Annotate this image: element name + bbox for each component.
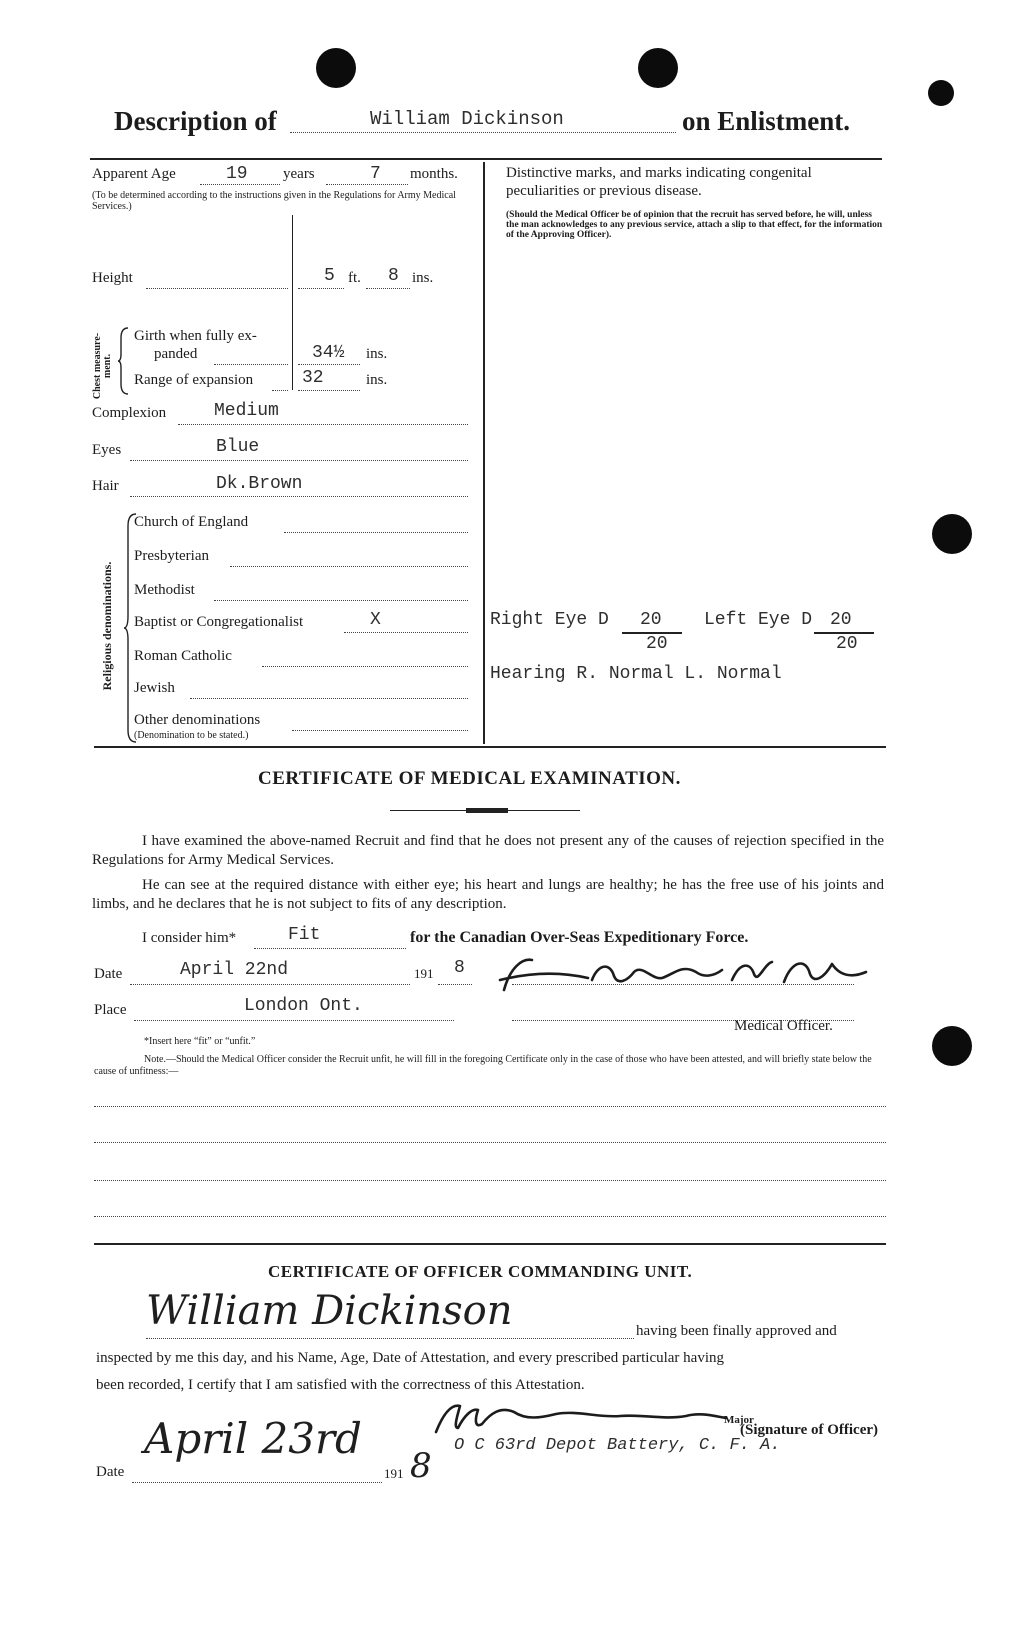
title-underline-thick bbox=[466, 808, 508, 813]
punch-hole bbox=[928, 80, 954, 106]
recruit-name: William Dickinson bbox=[370, 108, 564, 130]
eyes-line bbox=[130, 460, 468, 461]
right-eye-den: 20 bbox=[646, 634, 668, 654]
medical-date-label: Date bbox=[94, 966, 123, 982]
punch-hole bbox=[932, 1026, 972, 1066]
girth-value-line bbox=[298, 364, 360, 365]
unfitness-line bbox=[94, 1142, 886, 1143]
range-ins-label: ins. bbox=[366, 372, 388, 388]
section-rule bbox=[94, 1243, 886, 1245]
left-eye-den: 20 bbox=[836, 634, 858, 654]
height-line bbox=[146, 288, 288, 289]
unfitness-line bbox=[94, 1106, 886, 1107]
chest-bracket bbox=[118, 326, 130, 396]
religion-line bbox=[292, 730, 468, 731]
commanding-text-1: having been finally approved and bbox=[636, 1323, 837, 1339]
major-label: Major bbox=[724, 1414, 754, 1426]
unfit-note: Note.—Should the Medical Officer consider the Recruit unfit, he will fill in the foregoing Certificate only in the case of those who have been attested, and will briefly state below the cause of unfitness:— bbox=[94, 1054, 872, 1077]
medical-signature-line bbox=[512, 984, 854, 985]
religion-jewish: Jewish bbox=[134, 680, 175, 696]
unfitness-line bbox=[94, 1180, 886, 1181]
commanding-text-3: been recorded, I certify that I am satisfied with the correctness of this Attestation. bbox=[96, 1377, 585, 1393]
punch-hole bbox=[638, 48, 678, 88]
age-months-line bbox=[326, 184, 408, 185]
range-value-line bbox=[298, 390, 360, 391]
header-name-line bbox=[290, 132, 676, 133]
range-value: 32 bbox=[302, 368, 324, 388]
girth-label-2: panded bbox=[154, 346, 198, 362]
religion-roman-catholic: Roman Catholic bbox=[134, 648, 232, 664]
measurement-divider bbox=[292, 215, 293, 390]
marks-title: Distinctive marks, and marks indicating congenital peculiarities or previous disease. bbox=[506, 165, 812, 199]
hair-line bbox=[130, 496, 468, 497]
consider-label: I consider him* bbox=[142, 930, 237, 946]
eyes-value: Blue bbox=[216, 437, 260, 457]
punch-hole bbox=[316, 48, 356, 88]
complexion-label: Complexion bbox=[92, 405, 167, 421]
medical-year-prefix: 191 bbox=[414, 966, 434, 981]
medical-year-line bbox=[438, 984, 472, 985]
ft-label: ft. bbox=[348, 270, 361, 286]
right-eye-label: Right Eye D bbox=[490, 610, 609, 630]
commanding-year-digit: 8 bbox=[410, 1446, 432, 1486]
age-label: Apparent Age bbox=[92, 166, 176, 182]
age-years-line bbox=[200, 184, 280, 185]
years-text: years bbox=[283, 166, 315, 182]
insert-note: *Insert here “fit” or “unfit.” bbox=[144, 1036, 256, 1047]
height-label: Height bbox=[92, 270, 133, 286]
months-label: months. bbox=[410, 166, 458, 182]
header-suffix: on Enlistment. bbox=[682, 106, 851, 136]
commanding-date-line bbox=[132, 1482, 382, 1483]
religion-baptist: Baptist or Congregationalist bbox=[134, 614, 304, 630]
girth-value: 34½ bbox=[312, 343, 345, 363]
recruit-signature: William Dickinson bbox=[146, 1288, 513, 1334]
fitness-line bbox=[254, 948, 406, 949]
place-line bbox=[134, 1020, 454, 1021]
officer-signature-label: (Signature of Officer) bbox=[740, 1422, 879, 1438]
left-eye-num: 20 bbox=[830, 610, 852, 630]
eyes-label: Eyes bbox=[92, 442, 122, 458]
officer-signature bbox=[430, 1398, 730, 1438]
right-eye-num: 20 bbox=[640, 610, 662, 630]
complexion-value: Medium bbox=[214, 401, 279, 421]
girth-label-1: Girth when fully ex- bbox=[134, 328, 257, 344]
medical-para-1: I have examined the above-named Recruit and find that he does not present any of the causes of rejection specified in the Regulations for Army Medical Services. bbox=[92, 833, 884, 868]
officer-unit: O C 63rd Depot Battery, C. F. A. bbox=[454, 1436, 781, 1455]
religion-baptist-mark: X bbox=[370, 610, 381, 630]
medical-officer-signature bbox=[492, 950, 872, 1000]
medical-year-digit: 8 bbox=[454, 958, 465, 978]
religion-line bbox=[262, 666, 468, 667]
height-ft: 5 bbox=[324, 266, 335, 286]
medical-date-value: April 22nd bbox=[180, 960, 289, 980]
unfitness-line bbox=[94, 1216, 886, 1217]
recruit-signature-line bbox=[146, 1338, 634, 1339]
hair-value: Dk.Brown bbox=[216, 474, 303, 494]
height-in: 8 bbox=[388, 266, 399, 286]
hair-label: Hair bbox=[92, 478, 119, 494]
range-label: Range of expansion bbox=[134, 372, 254, 388]
marks-note: (Should the Medical Officer be of opinion that the recruit has served before, he will, unless the man acknowledges to any previous service, attach a slip to that effect, for the information of the Approving Officer). bbox=[506, 210, 883, 240]
religion-presbyterian: Presbyterian bbox=[134, 548, 209, 564]
religion-line bbox=[284, 532, 468, 533]
section-rule bbox=[94, 746, 886, 748]
commanding-date-value: April 23rd bbox=[144, 1414, 362, 1463]
religion-vertical-label: Religious denominations. bbox=[100, 561, 114, 691]
range-line bbox=[272, 390, 288, 391]
header-prefix: Description of bbox=[114, 106, 277, 136]
medical-date-line bbox=[130, 984, 410, 985]
denomination-note: (Denomination to be stated.) bbox=[134, 730, 249, 741]
complexion-line bbox=[178, 424, 468, 425]
religion-line bbox=[190, 698, 468, 699]
religion-other: Other denominations bbox=[134, 712, 261, 728]
ins-label: ins. bbox=[412, 270, 434, 286]
height-ft-line bbox=[298, 288, 344, 289]
commanding-date-label: Date bbox=[96, 1464, 125, 1480]
commanding-text-2: inspected by me this day, and his Name, Age, Date of Attestation, and every prescribed particular having bbox=[96, 1350, 725, 1366]
punch-hole bbox=[932, 514, 972, 554]
fitness-value: Fit bbox=[288, 925, 321, 945]
religion-line bbox=[344, 632, 468, 633]
force-label: for the Canadian Over-Seas Expeditionary Force. bbox=[410, 929, 749, 946]
chest-vertical-label: Chest measure-ment. bbox=[92, 332, 113, 400]
religion-line bbox=[214, 600, 468, 601]
commanding-certificate-title: CERTIFICATE OF OFFICER COMMANDING UNIT. bbox=[268, 1262, 693, 1281]
place-label: Place bbox=[94, 1002, 127, 1018]
age-months: 7 bbox=[370, 164, 381, 184]
religion-church-of-england: Church of England bbox=[134, 514, 249, 530]
religion-methodist: Methodist bbox=[134, 582, 195, 598]
commanding-year-prefix: 191 bbox=[384, 1466, 404, 1481]
medical-certificate-title: CERTIFICATE OF MEDICAL EXAMINATION. bbox=[258, 768, 681, 789]
hearing-text: Hearing R. Normal L. Normal bbox=[490, 664, 782, 684]
age-note: (To be determined according to the instructions given in the Regulations for Army Medical Services.) bbox=[92, 190, 456, 212]
girth-line bbox=[214, 364, 288, 365]
girth-ins-label: ins. bbox=[366, 346, 388, 362]
header-rule bbox=[90, 158, 882, 160]
height-in-line bbox=[366, 288, 410, 289]
age-years: 19 bbox=[226, 164, 248, 184]
medical-officer-label: Medical Officer. bbox=[734, 1018, 833, 1034]
medical-para-2: He can see at the required distance with either eye; his heart and lungs are healthy; he has the free use of his joints and limbs, and he declares that he is not subject to fits of any description. bbox=[92, 877, 884, 912]
left-eye-label: Left Eye D bbox=[704, 610, 813, 630]
place-value: London Ont. bbox=[244, 996, 363, 1016]
religion-line bbox=[230, 566, 468, 567]
column-divider bbox=[483, 162, 485, 744]
